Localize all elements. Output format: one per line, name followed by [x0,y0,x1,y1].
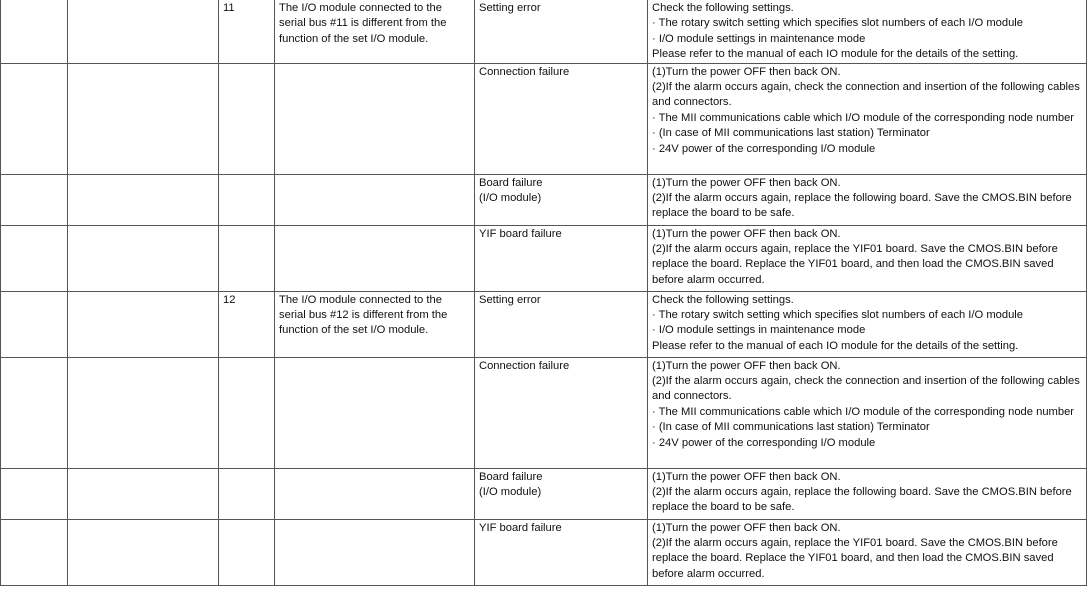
subcode-description: The I/O module connected to the serial bus #11 is different from the function of the set I/O module. [275,0,475,63]
cause-text: Board failure [479,176,543,189]
subcode-description [275,357,475,468]
remedy-cell [648,519,1087,585]
remedy-text: (1)Turn the power OFF then back ON. [652,65,841,78]
alarm-code-cell [1,357,68,468]
remedy-cell [648,468,1087,519]
table-row [1,174,1087,225]
table-row [1,225,1087,291]
alarm-name-cell [68,0,219,63]
cause-text: (I/O module) [479,486,542,499]
remedy-text: · (In case of MII communications last station) Terminator [652,127,930,140]
subcode-description [275,225,475,291]
cause-cell [475,225,648,291]
subcode-number [219,357,275,468]
subcode-number [219,63,275,174]
remedy-cell [648,0,1087,63]
alarm-table-body [1,0,1087,585]
remedy-text: · The MII communications cable which I/O module of the corresponding node number [652,111,1075,124]
alarm-name-cell [68,225,219,291]
subcode-description [275,468,475,519]
remedy-text: (1)Turn the power OFF then back ON. [652,176,841,189]
subcode-number [219,174,275,225]
remedy-text: · The MII communications cable which I/O module of the corresponding node number [652,405,1075,418]
alarm-code-cell [1,225,68,291]
cause-cell [475,174,648,225]
remedy-text: · (In case of MII communications last station) Terminator [652,421,930,434]
remedy-text: Check the following settings. [652,2,794,14]
remedy-text: (2)If the alarm occurs again, check the connection and insertion of the following cables and connectors. [652,81,1080,109]
cause-cell [475,519,648,585]
remedy-text: Check the following settings. [652,293,794,306]
table-row [1,291,1087,357]
alarm-name-cell [68,291,219,357]
cause-cell [475,357,648,468]
remedy-text: · I/O module settings in maintenance mode [652,324,866,337]
remedy-text: Please refer to the manual of each IO module for the details of the setting. [652,339,1019,352]
subcode-number: 11 [219,0,275,63]
remedy-text: (1)Turn the power OFF then back ON. [652,227,841,240]
remedy-text: (2)If the alarm occurs again, replace the YIF01 board. Save the CMOS.BIN before replace the board. Replace the YIF01 board, and then load the CMOS.BIN saved before alarm occurred. [652,537,1058,580]
remedy-text: · The rotary switch setting which specifies slot numbers of each I/O module [652,17,1024,30]
remedy-text: · 24V power of the corresponding I/O module [652,142,876,155]
cause-text: (I/O module) [479,192,542,205]
remedy-cell [648,174,1087,225]
remedy-cell [648,291,1087,357]
cause-text: Setting error [479,293,541,306]
cause-text: YIF board failure [479,521,562,534]
remedy-text: · The rotary switch setting which specifies slot numbers of each I/O module [652,309,1024,322]
alarm-name-cell [68,63,219,174]
remedy-cell [648,63,1087,174]
remedy-text: (2)If the alarm occurs again, replace the YIF01 board. Save the CMOS.BIN before replace the board. Replace the YIF01 board, and then load the CMOS.BIN saved before alarm occurred. [652,243,1058,286]
subcode-number: 12 [219,291,275,357]
subcode-description [275,174,475,225]
remedy-text: · 24V power of the corresponding I/O module [652,436,876,449]
remedy-cell [648,357,1087,468]
alarm-name-cell [68,468,219,519]
alarm-code-cell [1,468,68,519]
alarm-code-cell [1,63,68,174]
remedy-text: (1)Turn the power OFF then back ON. [652,521,841,534]
table-row [1,519,1087,585]
remedy-text: Please refer to the manual of each IO module for the details of the setting. [652,48,1019,61]
remedy-text: (1)Turn the power OFF then back ON. [652,359,841,372]
remedy-text: · I/O module settings in maintenance mode [652,32,866,45]
remedy-text: (2)If the alarm occurs again, replace the following board. Save the CMOS.BIN before replace the board to be safe. [652,486,1072,514]
alarm-name-cell [68,519,219,585]
remedy-text: (2)If the alarm occurs again, check the connection and insertion of the following cables and connectors. [652,375,1080,403]
remedy-text: (1)Turn the power OFF then back ON. [652,470,841,483]
cause-text: YIF board failure [479,227,562,240]
alarm-code-cell [1,291,68,357]
cause-cell [475,63,648,174]
alarm-name-cell [68,357,219,468]
subcode-number [219,468,275,519]
cause-cell [475,0,648,63]
cause-cell [475,468,648,519]
table-row [1,0,1087,63]
subcode-description: The I/O module connected to the serial bus #12 is different from the function of the set I/O module. [275,291,475,357]
alarm-code-cell [1,0,68,63]
cause-text: Connection failure [479,65,570,78]
cause-cell [475,291,648,357]
cause-text: Setting error [479,2,541,14]
alarm-code-cell [1,174,68,225]
table-row [1,357,1087,468]
remedy-cell [648,225,1087,291]
cause-text: Connection failure [479,359,570,372]
subcode-number [219,225,275,291]
cause-text: Board failure [479,470,543,483]
subcode-description [275,519,475,585]
table-row [1,468,1087,519]
alarm-code-cell [1,519,68,585]
alarm-name-cell [68,174,219,225]
subcode-description [275,63,475,174]
remedy-text: (2)If the alarm occurs again, replace the following board. Save the CMOS.BIN before replace the board to be safe. [652,192,1072,220]
table-row [1,63,1087,174]
subcode-number [219,519,275,585]
